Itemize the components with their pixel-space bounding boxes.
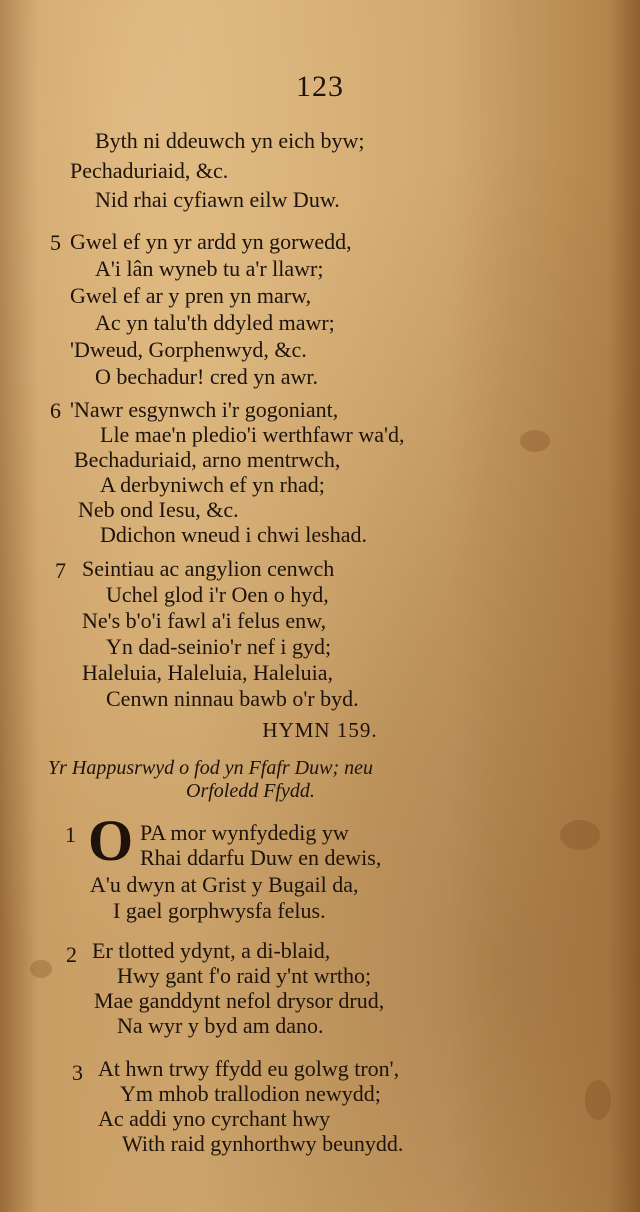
drop-cap: O (88, 808, 134, 873)
verse-line: Bechaduriaid, arno mentrwch, (74, 447, 341, 472)
verse-line: Seintiau ac angylion cenwch (82, 556, 335, 581)
verse-line: Ym mhob trallodion newydd; (120, 1081, 381, 1106)
verse-line: Rhai ddarfu Duw en dewis, (140, 845, 382, 870)
verse-number: 6 (50, 398, 61, 423)
verse-line: PA mor wynfydedig yw (140, 820, 349, 845)
verse-line: Cenwn ninnau bawb o'r byd. (106, 686, 359, 711)
page-number: 123 (296, 70, 344, 103)
verse-number: 1 (65, 822, 76, 847)
verse-line: Ac yn talu'th ddyled mawr; (95, 310, 335, 335)
age-spot (560, 820, 600, 850)
verse-line: A derbyniwch ef yn rhad; (100, 472, 325, 497)
verse-line: Uchel glod i'r Oen o hyd, (106, 582, 329, 607)
verse-line: 'Dweud, Gorphenwyd, &c. (70, 337, 307, 362)
verse-number: 3 (72, 1060, 83, 1085)
verse-line: Neb ond Iesu, &c. (78, 497, 239, 522)
verse-line: Lle mae'n pledio'i werthfawr wa'd, (100, 422, 405, 447)
verse-line: Gwel ef ar y pren yn marw, (70, 283, 312, 308)
verse-line: Mae ganddynt nefol drysor drud, (94, 988, 385, 1013)
verse-line: A'i lân wyneb tu a'r llawr; (95, 256, 324, 281)
verse-line: Nid rhai cyfiawn eilw Duw. (95, 187, 340, 212)
age-spot (30, 960, 52, 978)
age-spot (585, 1080, 611, 1120)
hymn-subtitle: Orfoledd Ffydd. (186, 780, 315, 802)
verse-line: Byth ni ddeuwch yn eich byw; (95, 128, 365, 153)
verse-number: 7 (55, 558, 66, 583)
verse-line: Ne's b'o'i fawl a'i felus enw, (82, 608, 327, 633)
verse-line: I gael gorphwysfa felus. (113, 898, 326, 923)
age-spot (520, 430, 550, 452)
verse-line: Ac addi yno cyrchant hwy (98, 1106, 331, 1131)
hymn-heading: HYMN 159. (262, 718, 378, 742)
verse-line: Er tlotted ydynt, a di-blaid, (92, 938, 331, 963)
verse-line: A'u dwyn at Grist y Bugail da, (90, 872, 359, 897)
verse-line: Ddichon wneud i chwi leshad. (100, 522, 367, 547)
verse-number: 2 (66, 942, 77, 967)
verse-line: At hwn trwy ffydd eu golwg tron', (98, 1056, 400, 1081)
hymn-subtitle: Yr Happusrwyd o fod yn Ffafr Duw; neu (48, 757, 373, 779)
verse-line: Pechaduriaid, &c. (70, 158, 229, 183)
verse-line: O bechadur! cred yn awr. (95, 364, 318, 389)
verse-line: Yn dad-seinio'r nef i gyd; (106, 634, 332, 659)
verse-line: Hwy gant f'o raid y'nt wrtho; (117, 963, 372, 988)
verse-line: Haleluia, Haleluia, Haleluia, (82, 660, 334, 685)
verse-line: Na wyr y byd am dano. (117, 1013, 324, 1038)
verse-number: 5 (50, 230, 61, 255)
verse-line: With raid gynhorthwy beunydd. (122, 1131, 404, 1156)
verse-line: Gwel ef yn yr ardd yn gorwedd, (70, 229, 352, 254)
verse-line: 'Nawr esgynwch i'r gogoniant, (70, 397, 339, 422)
